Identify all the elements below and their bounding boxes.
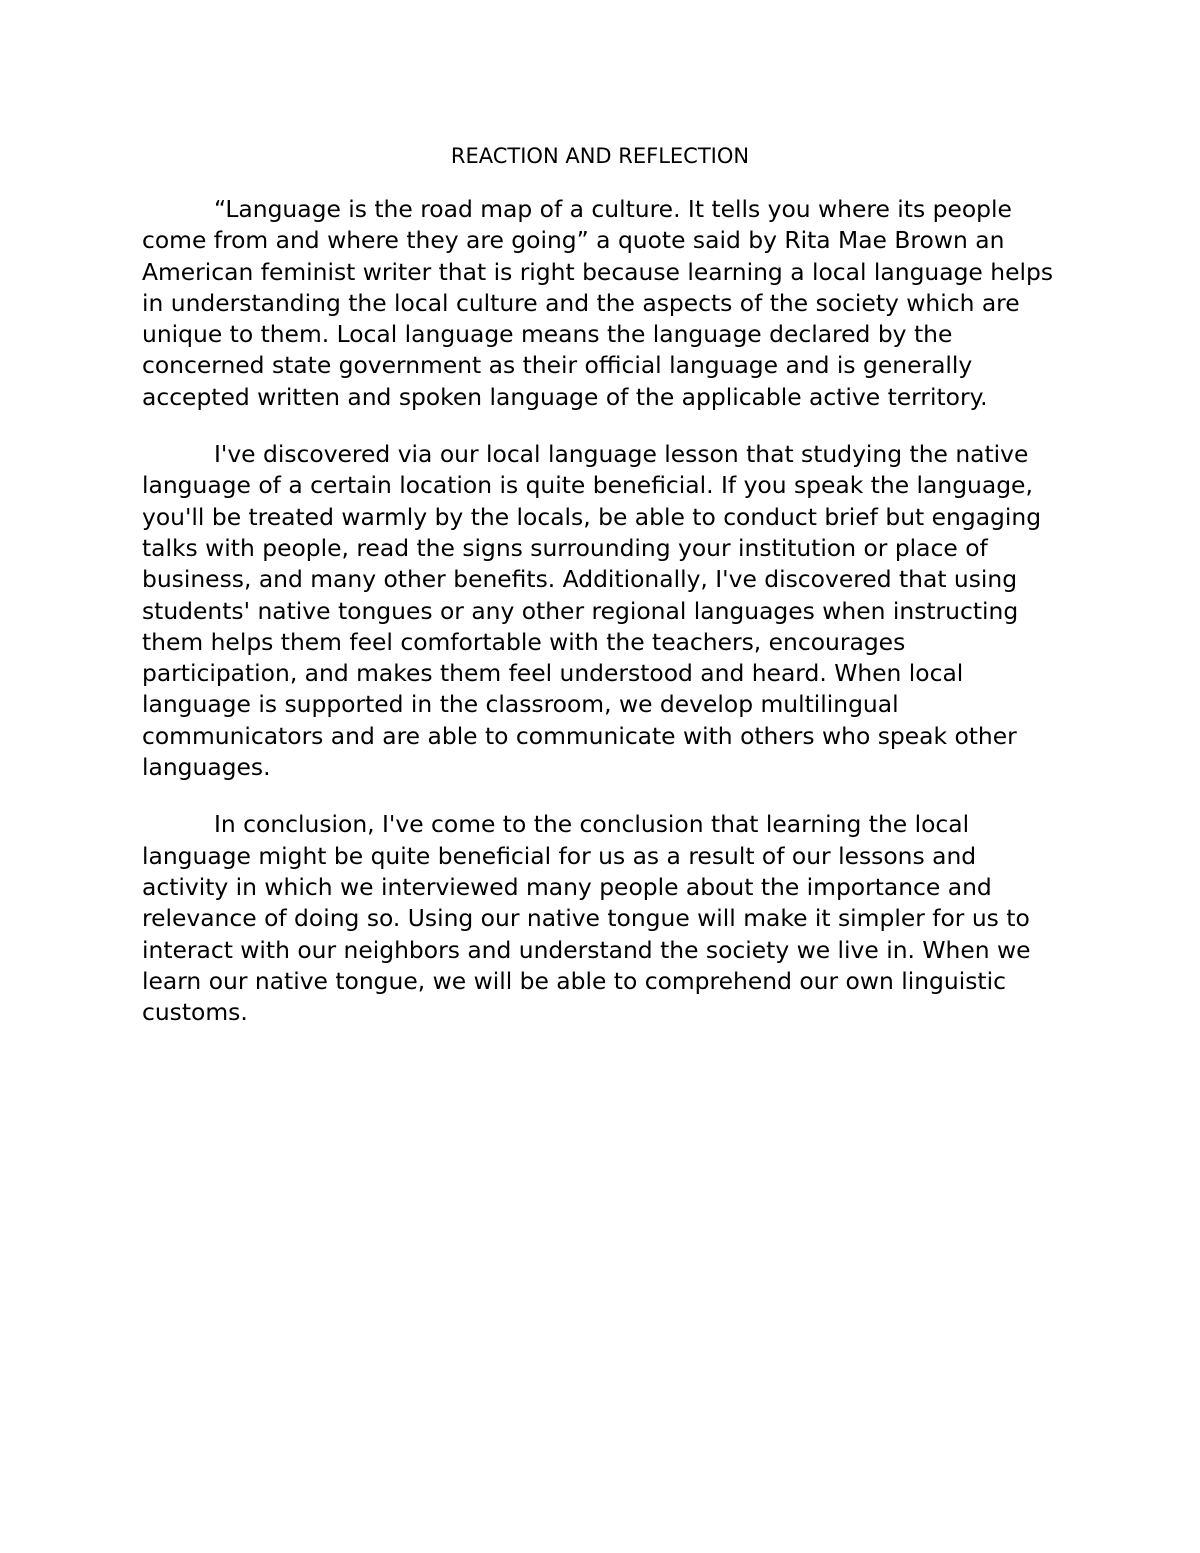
paragraph-line: languages. xyxy=(142,753,271,782)
paragraph-line: language of a certain location is quite beneficial. If you speak the language, xyxy=(142,471,1033,500)
paragraph-line: them helps them feel comfortable with the teachers, encourages xyxy=(142,627,906,656)
paragraph-line: language is supported in the classroom, we develop multilingual xyxy=(142,690,899,719)
paragraph-line: communicators and are able to communicate with others who speak other xyxy=(142,721,1017,750)
paragraph-line: language might be quite beneficial for us as a result of our lessons and xyxy=(142,841,977,870)
paragraph-line: unique to them. Local language means the language declared by the xyxy=(142,320,953,349)
paragraph-line: customs. xyxy=(142,998,248,1027)
document-title: REACTION AND REFLECTION xyxy=(450,144,750,168)
paragraph-line: concerned state government as their official language and is generally xyxy=(142,351,973,380)
paragraph-line: I've discovered via our local language lesson that studying the native xyxy=(214,440,1029,469)
paragraph-line: relevance of doing so. Using our native tongue will make it simpler for us to xyxy=(142,904,1030,933)
paragraph-line: business, and many other benefits. Additionally, I've discovered that using xyxy=(142,565,1018,594)
paragraph-line: students' native tongues or any other regional languages when instructing xyxy=(142,596,1019,625)
paragraph-line: activity in which we interviewed many people about the importance and xyxy=(142,872,992,901)
paragraph-line: learn our native tongue, we will be able to comprehend our own linguistic xyxy=(142,966,1006,995)
paragraph-line: come from and where they are going” a quote said by Rita Mae Brown an xyxy=(142,226,1005,255)
paragraph-line: accepted written and spoken language of the applicable active territory. xyxy=(142,382,988,411)
paragraph-line: American feminist writer that is right because learning a local language helps xyxy=(142,257,1054,286)
paragraph-line: “Language is the road map of a culture. It tells you where its people xyxy=(214,195,1012,223)
paragraph-2 xyxy=(142,439,1062,783)
paragraph-line: participation, and makes them feel understood and heard. When local xyxy=(142,659,964,688)
paragraph-line: in understanding the local culture and the aspects of the society which are xyxy=(142,288,1020,317)
paragraph-1 xyxy=(142,194,1062,413)
paragraph-line: talks with people, read the signs surrounding your institution or place of xyxy=(142,533,988,562)
document-body xyxy=(142,194,1062,1054)
paragraph-line: interact with our neighbors and understand the society we live in. When we xyxy=(142,935,1031,964)
paragraph-3 xyxy=(142,809,1062,1028)
paragraph-line: In conclusion, I've come to the conclusion that learning the local xyxy=(214,810,970,839)
paragraph-line: you'll be treated warmly by the locals, be able to conduct brief but engaging xyxy=(142,502,1042,531)
